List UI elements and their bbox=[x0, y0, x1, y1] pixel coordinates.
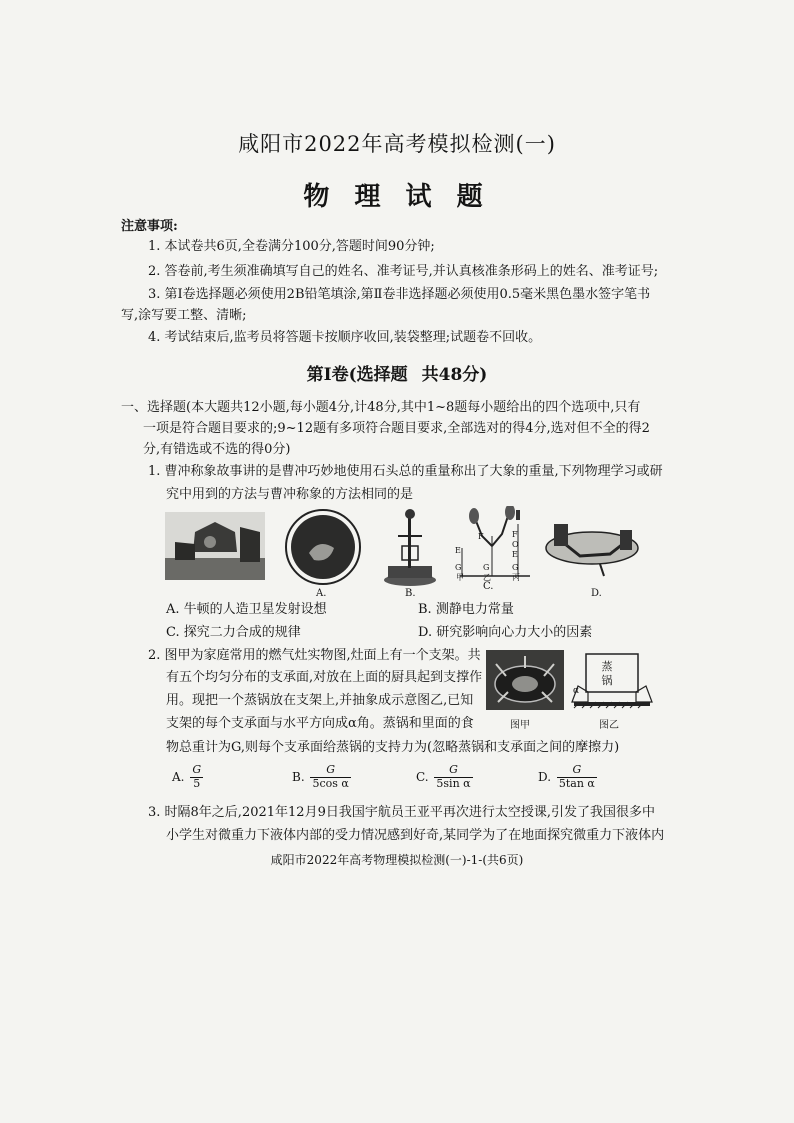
q2-option-letter: A. bbox=[172, 769, 185, 784]
q2-angle-label: α bbox=[573, 686, 580, 696]
q1-figc-letter: G bbox=[483, 563, 490, 572]
note-item: 3. 第Ⅰ卷选择题必须使用2B铅笔填涂,第Ⅱ卷非选择题必须使用0.5毫米黑色墨水签字笔书 bbox=[148, 287, 651, 302]
note-item: 写,涂写要工整、清晰; bbox=[121, 308, 247, 323]
q2-option-d bbox=[538, 764, 597, 790]
note-item: 4. 考试结束后,监考员将答题卡按顺序收回,装袋整理;试题卷不回收。 bbox=[148, 330, 542, 345]
note-item: 2. 答卷前,考生须准确填写自己的姓名、准考证号,并认真核准条形码上的姓名、准考证号; bbox=[148, 264, 659, 279]
q1-figc-letter: E bbox=[455, 546, 461, 555]
q2-label-jia: 图甲 bbox=[510, 720, 530, 731]
q1-figure-b bbox=[380, 506, 440, 588]
q2-option-letter: B. bbox=[292, 769, 305, 784]
notes-heading: 注意事项: bbox=[121, 219, 178, 234]
q1-figc-letter: F bbox=[478, 532, 484, 541]
subject-title: 物 理 试 题 bbox=[303, 182, 491, 212]
q1-figc-letter: O bbox=[512, 540, 519, 549]
q2-stem: 物总重计为G,则每个支承面给蒸锅的支持力为(忽略蒸锅和支承面之间的摩擦力) bbox=[166, 740, 620, 755]
q3-stem: 小学生对微重力下液体内部的受力情况感到好奇,某同学为了在地面探究微重力下液体内 bbox=[166, 828, 665, 843]
section-title-part-a: 第Ⅰ卷(选择题 bbox=[306, 365, 408, 385]
q2-pot-label: 蒸 锅 bbox=[601, 660, 613, 688]
note-item: 1. 本试卷共6页,全卷满分100分,答题时间90分钟; bbox=[148, 239, 435, 254]
q1-figc-letter: E bbox=[512, 550, 518, 559]
q1-label-d: D. bbox=[591, 588, 602, 599]
q1-figc-letter: 甲 bbox=[456, 573, 464, 582]
q2-label-yi: 图乙 bbox=[599, 720, 619, 731]
q2-stem: 2. 图甲为家庭常用的燃气灶实物图,灶面上有一个支架。共 bbox=[148, 648, 481, 663]
q2-option-fraction: $\frac{G}{\text{5tan α}}$ bbox=[558, 763, 595, 790]
q2-option-letter: D. bbox=[538, 769, 552, 784]
q2-stem: 有五个均匀分布的支承面,对放在上面的厨具起到支撑作 bbox=[166, 670, 483, 685]
q1-figure-d bbox=[540, 512, 642, 578]
q1-option-a: A. 牛顿的人造卫星发射设想 bbox=[166, 602, 327, 617]
q2-option-a bbox=[172, 764, 203, 790]
q2-stem: 用。现把一个蒸锅放在支架上,并抽象成示意图乙,已知 bbox=[166, 693, 474, 708]
q2-figure-jia bbox=[486, 650, 564, 710]
q2-option-b bbox=[292, 764, 351, 790]
q1-stem: 1. 曹冲称象故事讲的是曹冲巧妙地使用石头总的重量称出了大象的重量,下列物理学习或研 bbox=[148, 464, 663, 479]
q1-figure-c bbox=[452, 506, 534, 582]
q1-label-b: B. bbox=[405, 588, 416, 599]
q2-stem: 支架的每个支承面与水平方向成α角。蒸锅和里面的食 bbox=[166, 716, 474, 731]
q1-figc-letter: 乙 bbox=[483, 573, 491, 582]
q1-figc-letter: G bbox=[455, 563, 462, 572]
q1-option-c: C. 探究二力合成的规律 bbox=[166, 625, 301, 640]
q2-option-letter: C. bbox=[416, 769, 429, 784]
q2-option-fraction: $\frac{G}{\text{5cos α}}$ bbox=[312, 763, 349, 790]
q2-option-c bbox=[416, 764, 473, 790]
q1-figure-a bbox=[284, 508, 362, 586]
q1-figc-letter: 丙 bbox=[512, 573, 520, 582]
instruction-line: 分,有错选或不选的得0分) bbox=[143, 442, 291, 457]
q1-option-d: D. 研究影响向心力大小的因素 bbox=[418, 625, 593, 640]
q1-option-b: B. 测静电力常量 bbox=[418, 602, 514, 617]
q1-stem: 究中用到的方法与曹冲称象的方法相同的是 bbox=[166, 487, 414, 502]
q1-figc-letter: F bbox=[512, 530, 518, 539]
q1-figure-elephant bbox=[165, 512, 265, 580]
q2-option-fraction: $\frac{G}{\text{5sin α}}$ bbox=[436, 763, 471, 790]
q1-figc-letter: G bbox=[512, 563, 519, 572]
page-footer: 咸阳市2022年高考物理模拟检测(一)-1-(共6页) bbox=[270, 853, 524, 867]
section-title-part-b: 共48分) bbox=[421, 365, 488, 385]
instruction-line: 一项是符合题目要求的;9~12题有多项符合题目要求,全部选对的得4分,选对但不全的得2 bbox=[143, 421, 650, 436]
q3-stem: 3. 时隔8年之后,2021年12月9日我国宇航员王亚平再次进行太空授课,引发了我国很多中 bbox=[148, 805, 655, 820]
instruction-line: 一、选择题(本大题共12小题,每小题4分,计48分,其中1~8题每小题给出的四个选项中,只有 bbox=[121, 400, 641, 415]
q2-option-fraction: $\frac{G}{5}$ bbox=[192, 763, 202, 790]
q1-label-a: A. bbox=[316, 588, 327, 599]
section-title bbox=[0, 360, 794, 385]
exam-title: 咸阳市2022年高考模拟检测(一) bbox=[238, 132, 556, 156]
q1-label-c: C. bbox=[483, 581, 494, 592]
